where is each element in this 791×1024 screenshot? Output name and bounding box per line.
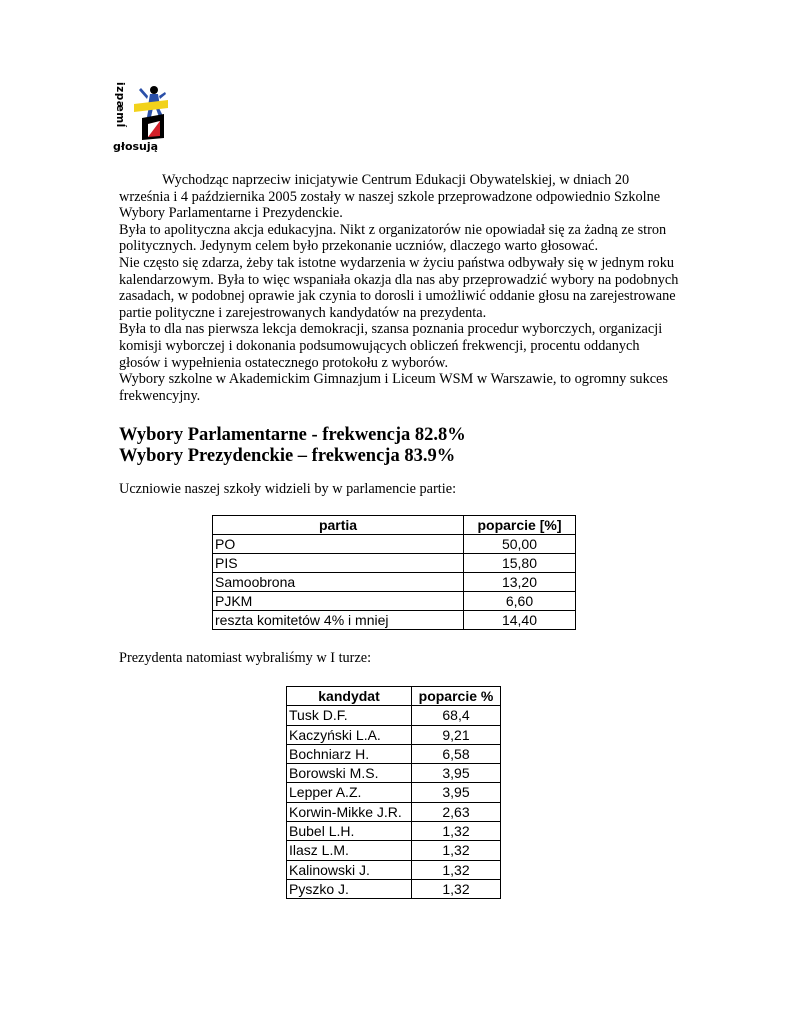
table-row (287, 725, 501, 744)
party-name: Samoobrona (213, 573, 464, 592)
party-name: PJKM (213, 592, 464, 611)
candidate-support: 1,32 (412, 822, 501, 841)
candidate-support: 9,21 (412, 725, 501, 744)
candidate-name: Bubel L.H. (287, 822, 412, 841)
candidate-name: Tusk D.F. (287, 706, 412, 725)
candidate-support: 1,32 (412, 860, 501, 879)
table-row (287, 706, 501, 725)
parliament-table (212, 515, 576, 630)
column-header: kandydat (287, 687, 412, 706)
party-support: 50,00 (464, 535, 576, 554)
candidate-name: Kaczyński L.A. (287, 725, 412, 744)
table-row (213, 611, 576, 630)
parliament-turnout: Wybory Parlamentarne - frekwencja 82.8% (119, 425, 466, 445)
logo-vertical-label: izpæmĺ (114, 82, 126, 128)
intro-paragraph-4: Była to dla nas pierwsza lekcja demokracji, szansa poznania procedur wyborczych, organizacji komisji wyborczej i dokonania podsumowujących obliczeń frekwencji, procentu oddanych głosów i wypełnienia ostatecznego protokołu z wyborów. (119, 321, 663, 371)
candidate-support: 1,32 (412, 841, 501, 860)
party-support: 14,40 (464, 611, 576, 630)
candidate-name: Pyszko J. (287, 879, 412, 898)
table-header-row (287, 687, 501, 706)
table-row (213, 554, 576, 573)
candidate-support: 3,95 (412, 783, 501, 802)
table-row (287, 802, 501, 821)
column-header: partia (213, 516, 464, 535)
candidate-support: 68,4 (412, 706, 501, 725)
candidate-name: Lepper A.Z. (287, 783, 412, 802)
intro-paragraph-3: Nie często się zdarza, żeby tak istotne wydarzenia w życiu państwa odbywały się w jednym roku kalendarzowym. Była to więc wspaniała okazja dla nas aby przeprowadzić wybory na podobnych zasadach, w podobnej oprawie jak czynia to dorosli i umożliwić oddanie głosu na zarejestrowane partie polityczne i zarejestrowanych kandydatów na prezydenta. (119, 254, 679, 321)
table-row (287, 764, 501, 783)
candidate-name: Bochniarz H. (287, 744, 412, 763)
president-turnout: Wybory Prezydenckie – frekwencja 83.9% (119, 445, 456, 466)
table-row (213, 573, 576, 592)
parliament-caption: Uczniowie naszej szkoły widzieli by w parlamencie partie: (119, 481, 457, 497)
party-support: 13,20 (464, 573, 576, 592)
table-row (287, 879, 501, 898)
table-row (213, 592, 576, 611)
candidate-name: Kalinowski J. (287, 860, 412, 879)
logo-vertical-text (113, 82, 127, 140)
table-row (287, 841, 501, 860)
party-name: reszta komitetów 4% i mniej (213, 611, 464, 630)
table-row (287, 744, 501, 763)
intro-text (119, 172, 679, 404)
party-support: 15,80 (464, 554, 576, 573)
candidate-support: 2,63 (412, 802, 501, 821)
intro-paragraph-2: Była to apolityczna akcja edukacyjna. Nikt z organizatorów nie opowiadał się za żadną ze stron politycznych. Jedynym celem było przekonanie uczniów, dlaczego warto głosować. (119, 221, 667, 255)
candidate-name: Borowski M.S. (287, 764, 412, 783)
table-header-row (213, 516, 576, 535)
logo (113, 82, 171, 156)
intro-paragraph-5: Wybory szkolne w Akademickim Gimnazjum i Liceum WSM w Warszawie, to ogromny sukces frekwencyjny. (119, 371, 668, 404)
ballot-figure-icon (128, 84, 170, 140)
table-row (287, 783, 501, 802)
column-header: poparcie % (412, 687, 501, 706)
candidate-support: 1,32 (412, 879, 501, 898)
intro-paragraph-1: Wychodząc naprzeciw inicjatywie Centrum Edukacji Obywatelskiej, w dniach 20 września i 4 października 2005 zostały w naszej szkole przeprowadzone odpowiednio Szkolne Wybory Parlamentarne i Prezydenckie. (119, 172, 661, 222)
party-support: 6,60 (464, 592, 576, 611)
candidate-name: Korwin-Mikke J.R. (287, 802, 412, 821)
candidate-support: 6,58 (412, 744, 501, 763)
candidate-name: Ilasz L.M. (287, 841, 412, 860)
president-table (286, 686, 501, 899)
turnout-headline (119, 425, 466, 466)
president-caption: Prezydenta natomiast wybraliśmy w I turze: (119, 650, 372, 666)
candidate-support: 3,95 (412, 764, 501, 783)
logo-bottom-text: głosują (113, 140, 159, 153)
table-row (213, 535, 576, 554)
party-name: PO (213, 535, 464, 554)
column-header: poparcie [%] (464, 516, 576, 535)
table-row (287, 822, 501, 841)
party-name: PIS (213, 554, 464, 573)
table-row (287, 860, 501, 879)
